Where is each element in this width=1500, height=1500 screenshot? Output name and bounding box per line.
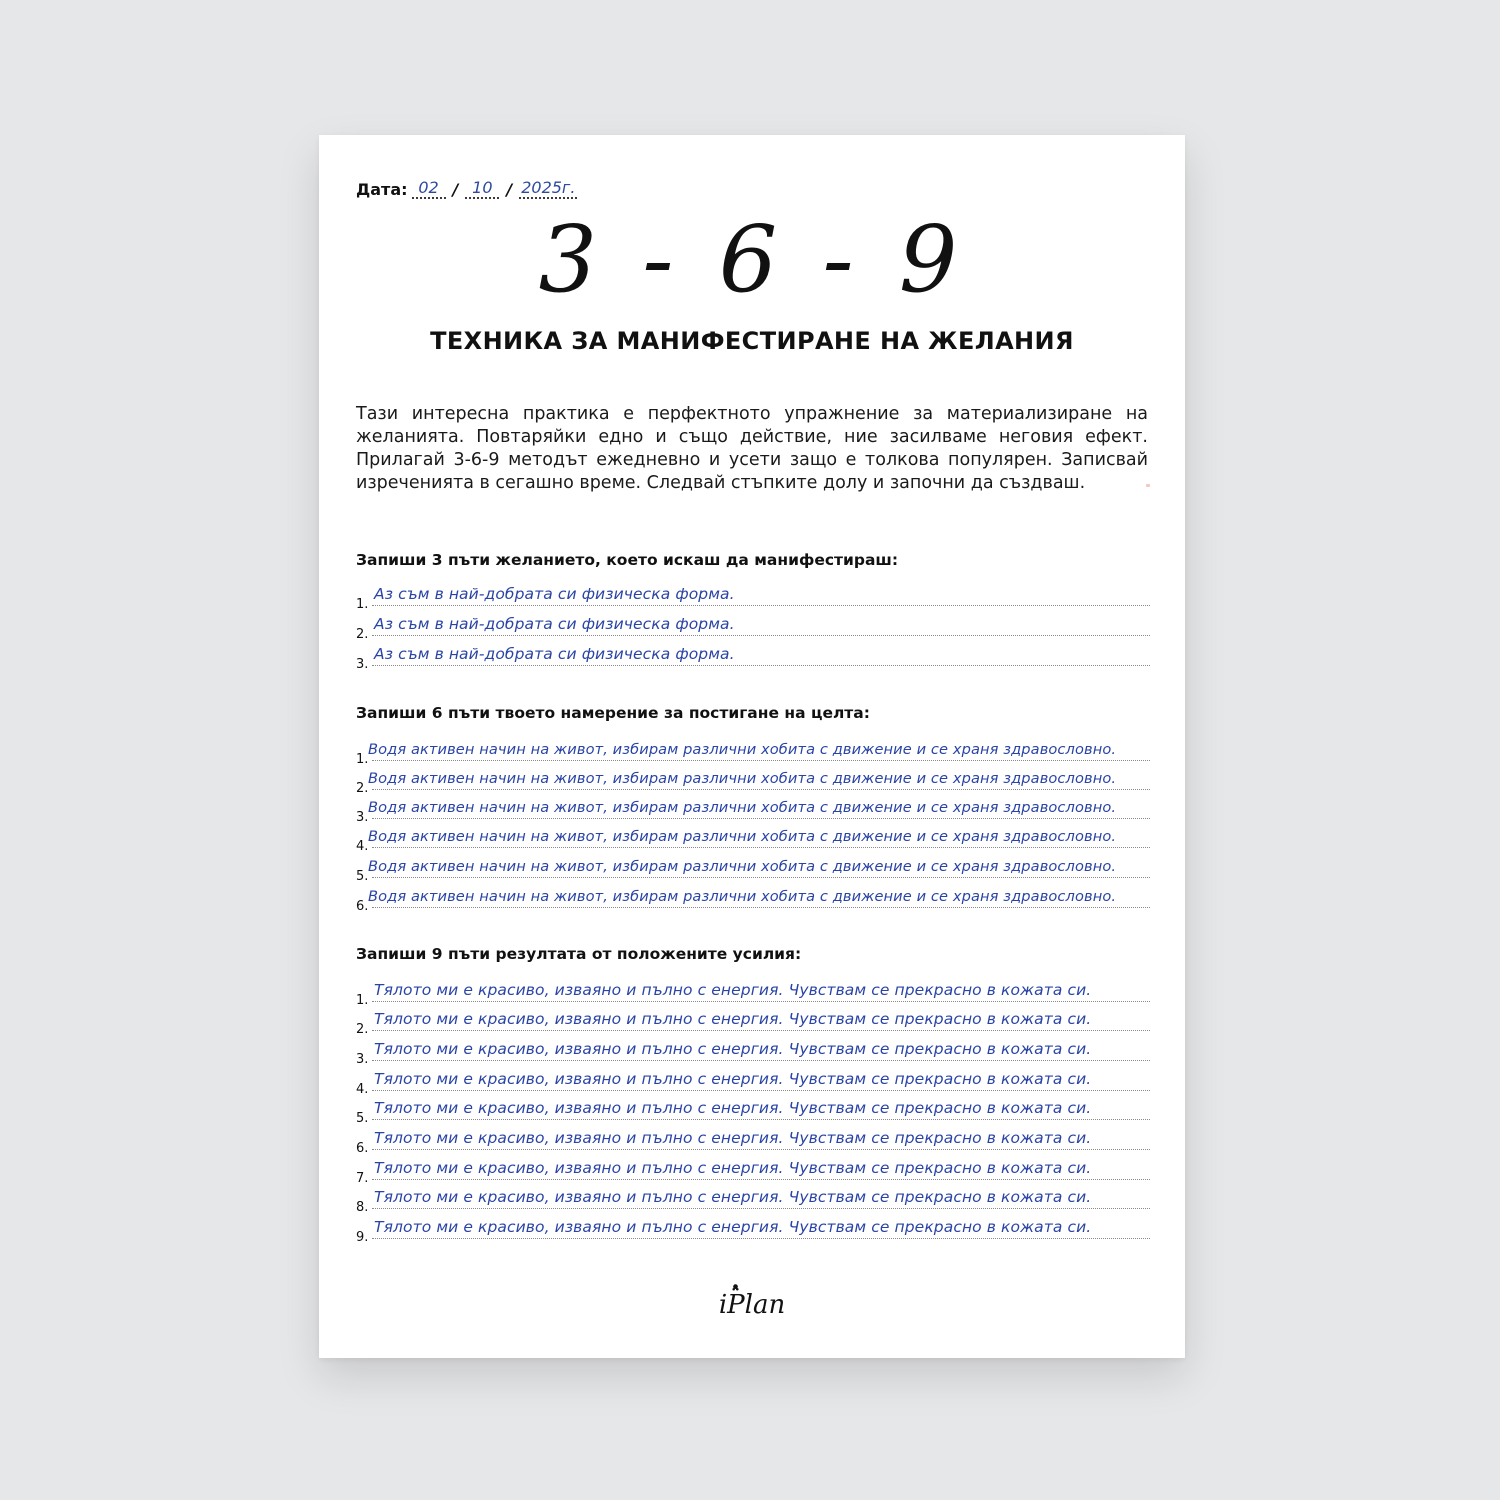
intro-paragraph: Тази интересна практика е перфектното упражнение за материализиране на желанията. Повтаряйки едно и също действие, ние засилваме неговия ефект. Прилагай 3-6-9 методът ежедневно и усети защо е толкова популярен. Записвай изреченията в сегашно време. Следвай стъпките долу и започни да създваш. [356,404,1148,493]
decorative-dot [1146,484,1150,487]
writing-line[interactable] [356,1061,1150,1097]
line-number: 3. [356,657,369,672]
dotted-rule [372,907,1150,908]
writing-line[interactable] [356,606,1150,642]
handwritten-entry[interactable]: Водя активен начин на живот, избирам различни хобита с движение и се храня здравословно. [368,858,1117,875]
handwritten-entry[interactable]: Тялото ми е красиво, изваяно и пълно с енергия. Чувствам се прекрасно в кожата си. [374,1010,1092,1028]
date-month-field[interactable]: 10 [465,179,499,199]
line-number: 1. [356,752,369,767]
handwritten-entry[interactable]: Тялото ми е красиво, изваяно и пълно с енергия. Чувствам се прекрасно в кожата си. [374,1188,1092,1206]
handwritten-entry[interactable]: Водя активен начин на живот, избирам различни хобита с движение и се храня здравословно. [368,799,1117,816]
line-number: 3. [356,810,369,825]
handwritten-entry[interactable]: Тялото ми е красиво, изваяно и пълно с енергия. Чувствам се прекрасно в кожата си. [374,1218,1092,1236]
line-number: 4. [356,1082,369,1097]
writing-line[interactable] [356,636,1150,672]
writing-line[interactable] [356,760,1150,796]
page-title: 3 - 6 - 9 [538,206,966,313]
line-number: 5. [356,869,369,884]
date-separator: / [452,180,459,199]
writing-line[interactable] [356,1001,1150,1037]
handwritten-entry[interactable]: Водя активен начин на живот, избирам различни хобита с движение и се храня здравословно. [368,888,1117,905]
handwritten-entry[interactable]: Водя активен начин на живот, избирам различни хобита с движение и се храня здравословно. [368,741,1117,758]
line-number: 6. [356,1141,369,1156]
line-number: 1. [356,597,369,612]
handwritten-entry[interactable]: Водя активен начин на живот, избирам различни хобита с движение и се храня здравословно. [368,770,1117,787]
line-number: 3. [356,1052,369,1067]
line-number: 4. [356,839,369,854]
handwritten-entry[interactable]: Аз съм в най-добрата си физическа форма. [374,645,735,663]
handwritten-entry[interactable]: Тялото ми е красиво, изваяно и пълно с енергия. Чувствам се прекрасно в кожата си. [374,1070,1092,1088]
line-number: 9. [356,1230,369,1245]
writing-line[interactable] [356,1150,1150,1186]
line-number: 5. [356,1111,369,1126]
writing-line[interactable] [356,731,1150,767]
writing-line[interactable] [356,848,1150,884]
date-day-field[interactable]: 02 [412,179,446,199]
writing-line[interactable] [356,1090,1150,1126]
brand-logo: iPlan [718,1290,786,1320]
line-number: 2. [356,781,369,796]
writing-line[interactable] [356,1179,1150,1215]
line-number: 1. [356,993,369,1008]
date-year-field[interactable]: 2025г. [521,178,576,197]
writing-line[interactable] [356,818,1150,854]
handwritten-entry[interactable]: Тялото ми е красиво, изваяно и пълно с енергия. Чувствам се прекрасно в кожата си. [374,1159,1092,1177]
writing-line[interactable] [356,1209,1150,1245]
writing-line[interactable] [356,1120,1150,1156]
date-separator: / [506,180,513,199]
handwritten-entry[interactable]: Аз съм в най-добрата си физическа форма. [374,615,735,633]
line-number: 8. [356,1200,369,1215]
handwritten-entry[interactable]: Тялото ми е красиво, изваяно и пълно с енергия. Чувствам се прекрасно в кожата си. [374,1040,1092,1058]
date-label: Дата: [356,180,408,199]
handwritten-entry[interactable]: Тялото ми е красиво, изваяно и пълно с енергия. Чувствам се прекрасно в кожата си. [374,1129,1092,1147]
writing-line[interactable] [356,576,1150,612]
section-3-heading: Запиши 3 пъти желанието, което искаш да манифестираш: [356,551,899,569]
section-9-heading: Запиши 9 пъти резултата от положените усилия: [356,945,802,963]
handwritten-entry[interactable]: Водя активен начин на живот, избирам различни хобита с движение и се храня здравословно. [368,828,1117,845]
line-number: 6. [356,899,369,914]
writing-line[interactable] [356,1031,1150,1067]
writing-line[interactable] [356,789,1150,825]
line-number: 2. [356,1022,369,1037]
page-subtitle: ТЕХНИКА ЗА МАНИФЕСТИРАНЕ НА ЖЕЛАНИЯ [430,327,1074,355]
writing-line[interactable] [356,972,1150,1008]
worksheet-page [319,135,1185,1358]
handwritten-entry[interactable]: Аз съм в най-добрата си физическа форма. [374,585,735,603]
dotted-rule [372,1238,1150,1239]
date-row [356,175,577,199]
line-number: 2. [356,627,369,642]
dotted-rule [372,665,1150,666]
handwritten-entry[interactable]: Тялото ми е красиво, изваяно и пълно с енергия. Чувствам се прекрасно в кожата си. [374,981,1092,999]
handwritten-entry[interactable]: Тялото ми е красиво, изваяно и пълно с енергия. Чувствам се прекрасно в кожата си. [374,1099,1092,1117]
line-number: 7. [356,1171,369,1186]
section-6-heading: Запиши 6 пъти твоето намерение за постигане на целта: [356,704,870,722]
writing-line[interactable] [356,878,1150,914]
